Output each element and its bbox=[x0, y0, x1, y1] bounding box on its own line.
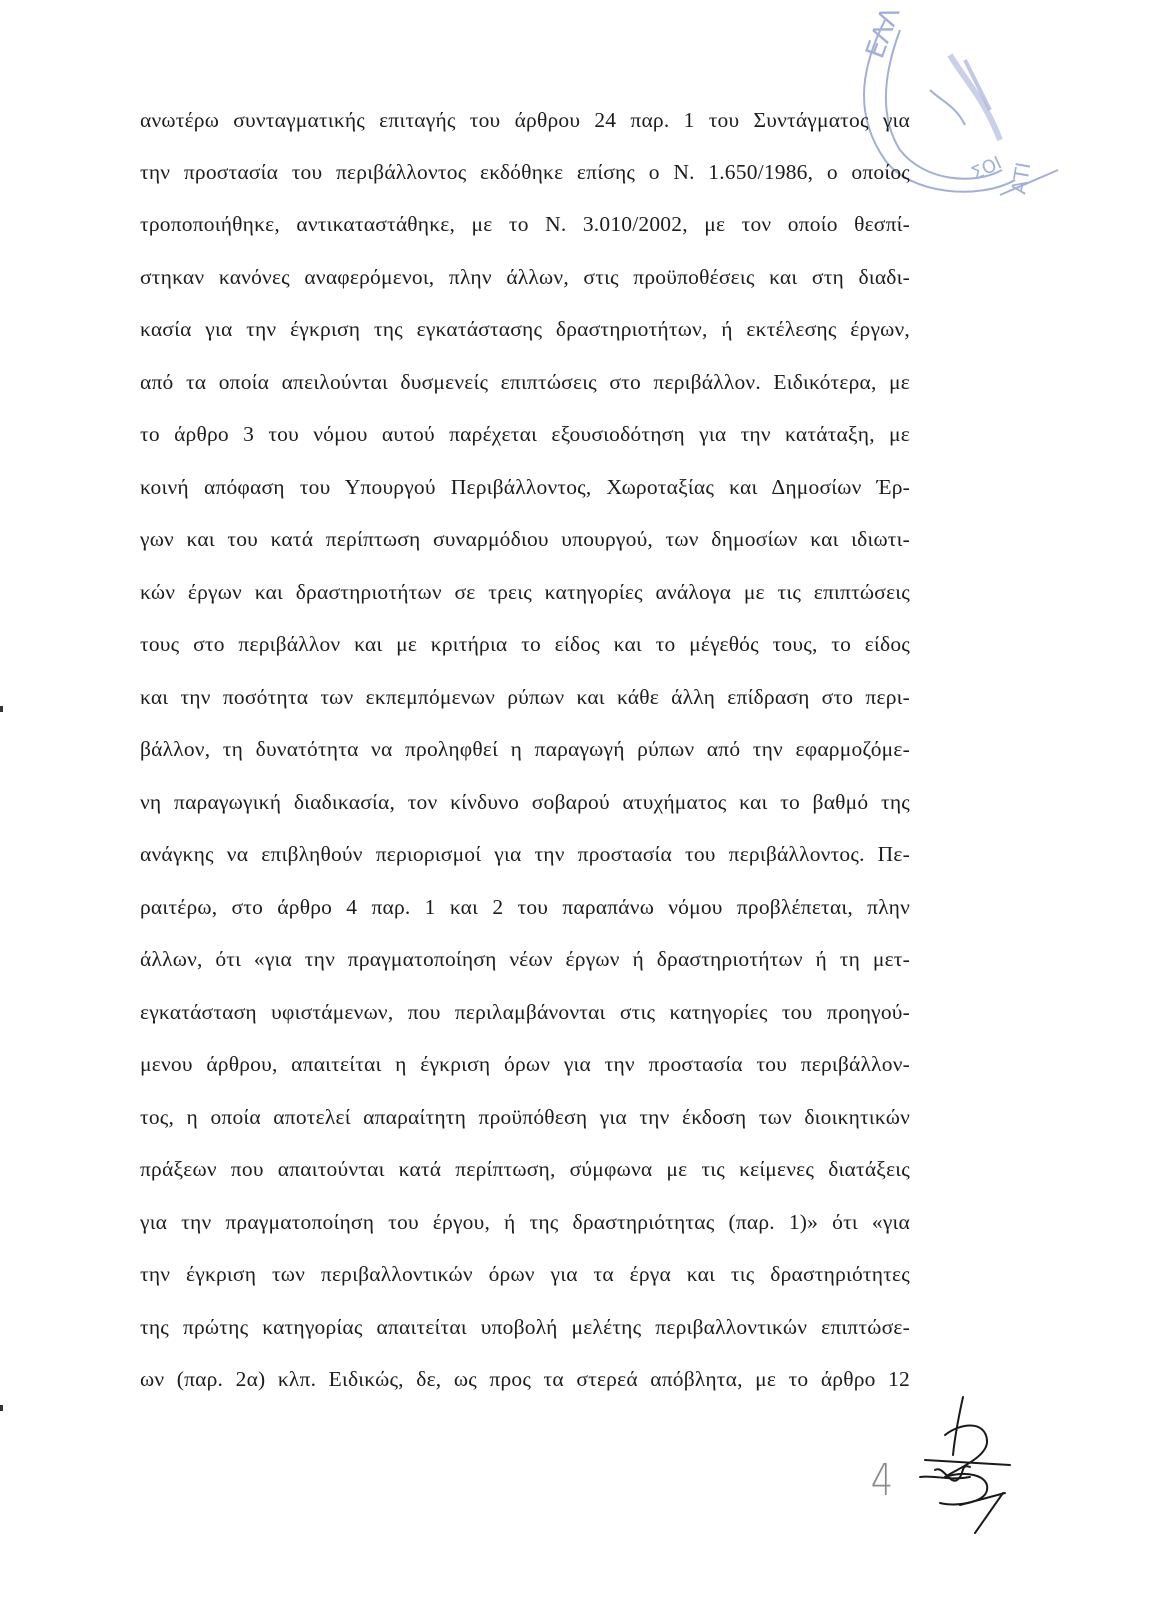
svg-text:ΑΤΙ: ΑΤΙ bbox=[1006, 160, 1036, 196]
text-line: την έγκριση των περιβαλλοντικών όρων για τα έργα και τις δραστηριότητες bbox=[140, 1262, 910, 1286]
text-line: τους στο περιβάλλον και με κριτήρια το είδος και το μέγεθός τους, το είδος bbox=[140, 632, 910, 656]
text-line: εγκατάσταση υφιστάμενων, που περιλαμβάνονται στις κατηγορίες του προηγού- bbox=[140, 1000, 910, 1024]
text-line: μενου άρθρου, απαιτείται η έγκριση όρων για την προστασία του περιβάλλον- bbox=[140, 1052, 910, 1076]
text-line: την προστασία του περιβάλλοντος εκδόθηκε επίσης ο Ν. 1.650/1986, ο οποίος bbox=[140, 160, 910, 184]
text-line: κών έργων και δραστηριοτήτων σε τρεις κατηγορίες ανάλογα με τις επιπτώσεις bbox=[140, 580, 910, 604]
text-line: νη παραγωγική διαδικασία, τον κίνδυνο σοβαρού ατυχήματος και το βαθμό της bbox=[140, 790, 910, 814]
text-line: πράξεων που απαιτούνται κατά περίπτωση, σύμφωνα με τις κείμενες διατάξεις bbox=[140, 1157, 910, 1181]
text-line: κασία για την έγκριση της εγκατάστασης δραστηριοτήτων, ή εκτέλεσης έργων, bbox=[140, 317, 910, 341]
text-line: για την πραγματοποίηση του έργου, ή της δραστηριότητας (παρ. 1)» ότι «για bbox=[140, 1210, 910, 1234]
text-line: το άρθρο 3 του νόμου αυτού παρέχεται εξουσιοδότηση για την κατάταξη, με bbox=[140, 422, 910, 446]
text-line: βάλλον, τη δυνατότητα να προληφθεί η παραγωγή ρύπων από την εφαρμοζόμε- bbox=[140, 737, 910, 761]
text-line: ανωτέρω συνταγματικής επιταγής του άρθρου 24 παρ. 1 του Συντάγματος για bbox=[140, 108, 910, 132]
text-line: γων και του κατά περίπτωση συναρμόδιου υπουργού, των δημοσίων και ιδιωτι- bbox=[140, 527, 910, 551]
text-line: ραιτέρω, στο άρθρο 4 παρ. 1 και 2 του παραπάνω νόμου προβλέπεται, πλην bbox=[140, 895, 910, 919]
svg-text:ΣΟΙ: ΣΟΙ bbox=[968, 152, 1006, 185]
text-line: ων (παρ. 2α) κλπ. Ειδικώς, δε, ως προς τα στερεά απόβλητα, με το άρθρο 12 bbox=[140, 1367, 910, 1391]
scan-margin-mark bbox=[0, 1405, 3, 1411]
text-line: στηκαν κανόνες αναφερόμενοι, πλην άλλων, στις προϋποθέσεις και στη διαδι- bbox=[140, 265, 910, 289]
text-line: κοινή απόφαση του Υπουργού Περιβάλλοντος, Χωροταξίας και Δημοσίων Έρ- bbox=[140, 475, 910, 499]
text-line: άλλων, ότι «για την πραγματοποίηση νέων έργων ή δραστηριοτήτων ή τη μετ- bbox=[140, 947, 910, 971]
text-line: και την ποσότητα των εκπεμπόμενων ρύπων και κάθε άλλη επίδραση στο περι- bbox=[140, 685, 910, 709]
svg-text:ΕΛΛ: ΕΛΛ bbox=[860, 3, 907, 63]
text-line: τροποποιήθηκε, αντικαταστάθηκε, με το Ν. 3.010/2002, με τον οποίο θεσπί- bbox=[140, 212, 910, 236]
scan-margin-mark bbox=[0, 706, 3, 712]
page-number: 4 bbox=[870, 1455, 894, 1506]
handwritten-signature bbox=[915, 1395, 1025, 1535]
text-line: από τα οποία απειλούνται δυσμενείς επιπτώσεις στο περιβάλλον. Ειδικότερα, με bbox=[140, 370, 910, 394]
text-line: ανάγκης να επιβληθούν περιορισμοί για την προστασία του περιβάλλοντος. Πε- bbox=[140, 842, 910, 866]
text-line: τος, η οποία αποτελεί απαραίτητη προϋπόθεση για την έκδοση των διοικητικών bbox=[140, 1105, 910, 1129]
text-line: της πρώτης κατηγορίας απαιτείται υποβολή μελέτης περιβαλλοντικών επιπτώσε- bbox=[140, 1315, 910, 1339]
